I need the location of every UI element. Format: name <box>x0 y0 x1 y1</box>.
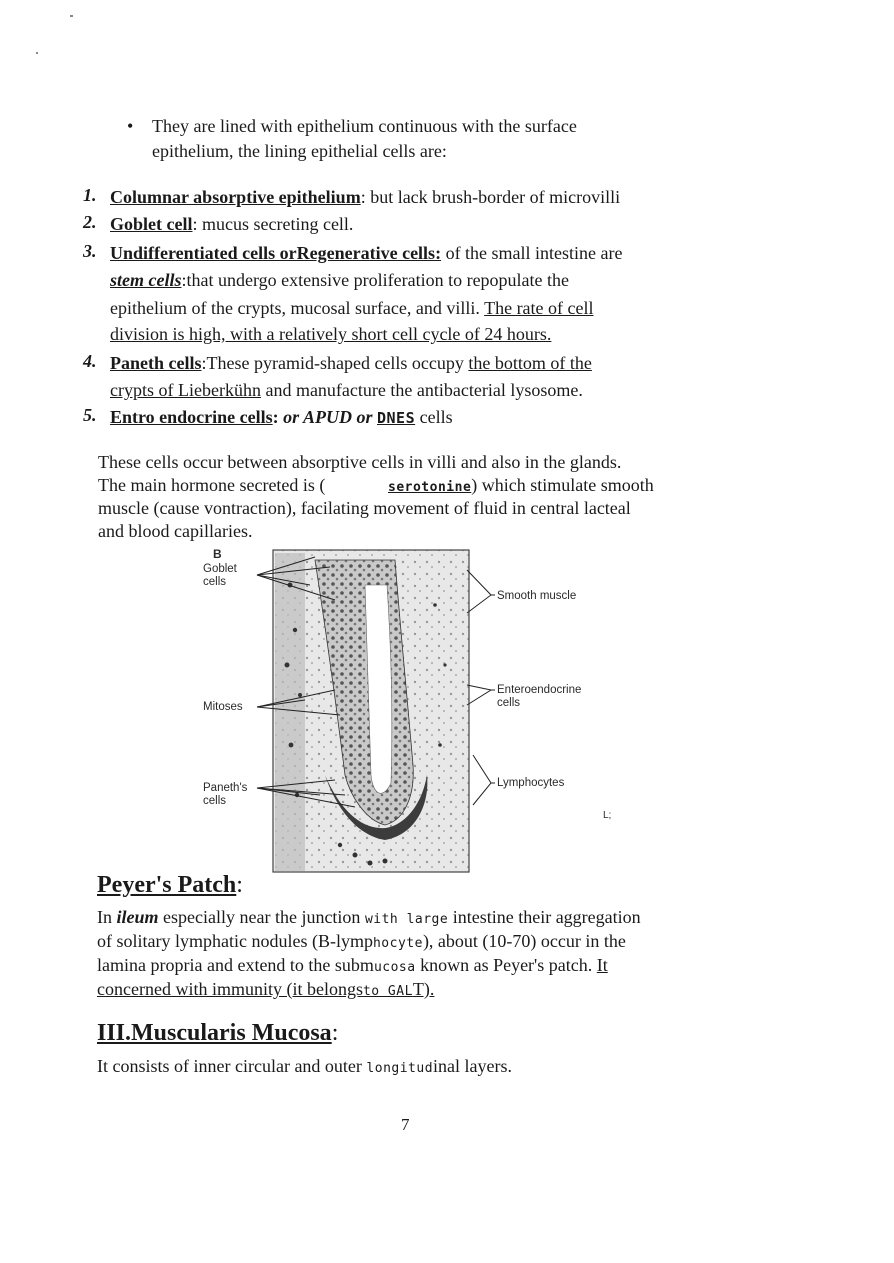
entero-paragraph-line1: These cells occur between absorptive cells in villi and also in the glands. <box>98 452 622 472</box>
serotonine-handwritten: serotonine <box>388 480 472 495</box>
list-item-text-underlined: the bottom of the <box>468 353 592 373</box>
list-item-title: Undifferentiated cells orRegenerative cells: <box>110 243 442 263</box>
text-part: especially near the junction <box>158 907 365 927</box>
list-item-text: : mucus secreting cell. <box>192 214 354 234</box>
muscularis-heading <box>97 1020 338 1047</box>
text-part: It consists of inner circular and outer <box>97 1056 367 1076</box>
list-number: 1. <box>83 185 97 205</box>
section-heading: III.Muscularis Mucosa <box>97 1020 332 1046</box>
list-item-paneth <box>110 351 592 376</box>
bullet-icon: • <box>127 116 134 136</box>
list-item-entro <box>110 405 453 431</box>
label-enteroendocrine-cells: Enteroendocrine cells <box>497 684 582 709</box>
text-part: ), about (10-70) occur in the <box>422 931 626 951</box>
scan-speck <box>70 15 73 17</box>
handwritten-longitud: longitud <box>366 1061 434 1076</box>
list-number: 2. <box>83 212 97 232</box>
list-item-text: : but lack brush-border of microvilli <box>360 187 621 207</box>
muscularis-text <box>97 1054 512 1081</box>
text-part: T). <box>412 979 435 999</box>
epithelium-text: epithelium of the crypts, mucosal surface, and villi. <box>110 298 485 318</box>
list-item-division-line: division is high, with a relatively short cell cycle of 24 hours. <box>110 324 552 344</box>
bullet-line-1: They are lined with epithelium continuous with the surface <box>152 116 577 136</box>
list-item-title: Paneth cells <box>110 353 202 373</box>
crypts-text: crypts of Lieberkühn <box>110 380 261 400</box>
section-heading: Peyer's Patch <box>97 872 237 898</box>
text-part: intestine their aggregation <box>448 907 641 927</box>
heading-colon: : <box>236 872 243 898</box>
label-lymphocytes: Lymphocytes <box>497 777 565 789</box>
hormone-prefix: The main hormone secreted is ( <box>98 475 326 495</box>
list-item-columnar <box>110 185 620 210</box>
list-number: 3. <box>83 241 97 261</box>
entero-paragraph-line3: muscle (cause vontraction), facilating movement of fluid in central lacteal <box>98 498 631 518</box>
handwritten-with-large: with large <box>364 912 449 927</box>
entero-paragraph-line4: and blood capillaries. <box>98 521 253 541</box>
list-item-paneth-line2 <box>110 378 583 403</box>
list-item-stem-line <box>110 268 569 293</box>
label-mitoses: Mitoses <box>203 701 243 713</box>
list-item-title: Goblet cell <box>110 214 193 234</box>
text-part: known as Peyer's patch. <box>415 955 597 975</box>
list-item-title: Columnar absorptive epithelium <box>110 187 361 207</box>
rate-text: The rate of cell <box>484 298 594 318</box>
apud-text: or APUD or <box>278 407 377 427</box>
list-number: 5. <box>83 405 97 425</box>
lysosome-text: and manufacture the antibacterial lysosome. <box>260 380 583 400</box>
stray-mark: L; <box>603 810 612 821</box>
cells-text: cells <box>415 407 453 427</box>
stem-cells-text: :that undergo extensive proliferation to repopulate the <box>181 270 570 290</box>
list-item-title: Entro endocrine cells <box>110 407 273 427</box>
ileum-term: ileum <box>116 907 159 927</box>
text-part-underlined: It <box>596 955 608 975</box>
list-item-text: of the small intestine are <box>441 243 623 263</box>
list-item-goblet <box>110 212 353 237</box>
page-number: 7 <box>401 1115 410 1134</box>
stem-cells-term: stem cells <box>110 270 182 290</box>
peyers-line-2 <box>97 929 626 956</box>
text-part: inal layers. <box>433 1056 513 1076</box>
hormone-suffix: ) which stimulate smooth <box>471 475 654 495</box>
handwritten-hocyte: hocyte <box>372 936 423 951</box>
label-smooth-muscle: Smooth muscle <box>497 590 577 602</box>
handwritten-to-gal: to GAL <box>362 984 413 999</box>
handwritten-ucosa: ucosa <box>373 960 416 975</box>
peyers-line-4 <box>97 977 434 1004</box>
heading-colon: : <box>331 1020 339 1046</box>
list-item-epithelium-line <box>110 296 594 321</box>
label-goblet-cells: Goblet cells <box>203 563 237 588</box>
text-part: In <box>97 907 117 927</box>
figure-panel-letter: B <box>213 547 222 561</box>
list-number: 4. <box>83 351 97 371</box>
entero-paragraph-line2-visible <box>98 473 325 498</box>
text-part: lamina propria and extend to the subm <box>97 955 374 975</box>
label-paneths-cells: Paneth's cells <box>203 782 248 807</box>
histology-figure <box>195 545 625 875</box>
peyers-patch-heading <box>97 872 243 899</box>
list-item-colon: : <box>272 407 279 427</box>
scan-speck <box>36 52 38 54</box>
list-item-undifferentiated <box>110 241 623 266</box>
text-part: concerned with immunity (it belongs <box>97 979 363 999</box>
bullet-line-2: epithelium, the lining epithelial cells are: <box>152 141 447 161</box>
dnes-handwritten: DNES <box>377 409 416 427</box>
peyers-line-3 <box>97 953 608 980</box>
text-part: of solitary lymphatic nodules (B-lymp <box>97 931 373 951</box>
peyers-line-1 <box>97 905 641 932</box>
list-item-text: :These pyramid-shaped cells occupy <box>201 353 469 373</box>
